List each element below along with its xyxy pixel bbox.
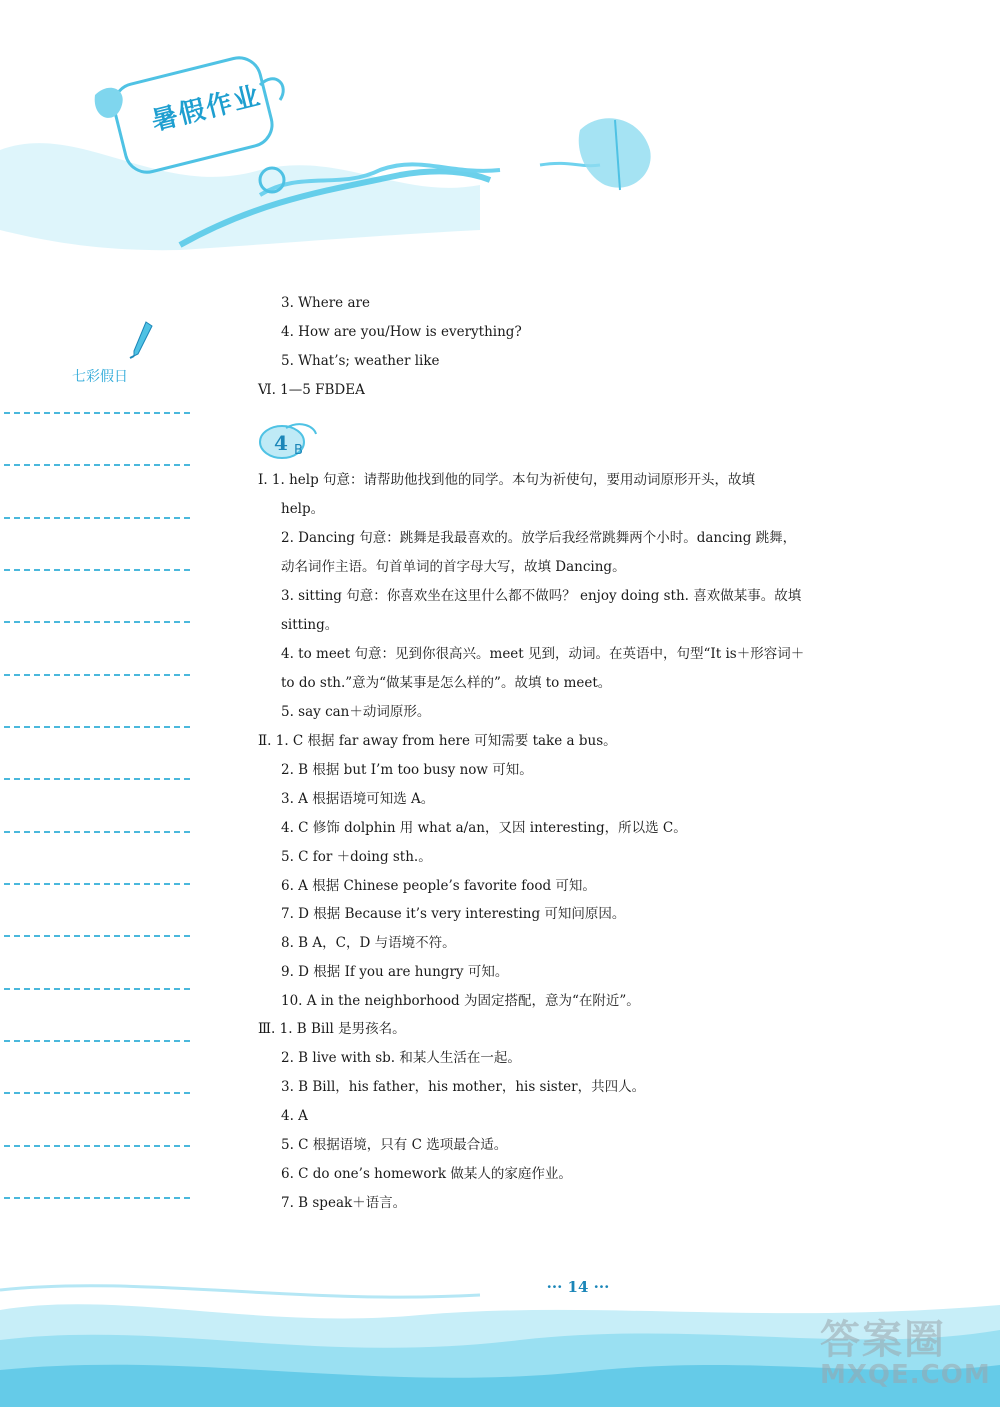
answer-line: Ⅱ. 1. C 根据 far away from here 可知需要 take a bus。	[258, 733, 617, 749]
sidebar-divider	[4, 1145, 190, 1147]
sidebar-divider	[4, 883, 190, 885]
watermark	[820, 1317, 991, 1390]
sidebar-divider	[4, 412, 190, 414]
answer-line: 3. B Bill，his father，his mother，his sister，共四人。	[281, 1079, 646, 1095]
sidebar-divider	[4, 1197, 190, 1199]
answer-line: 6. C do one’s homework 做某人的家庭作业。	[281, 1166, 572, 1182]
sidebar-divider	[4, 935, 190, 937]
answer-line: 10. A in the neighborhood 为固定搭配，意为“在附近”。	[281, 993, 640, 1009]
answer-line: sitting。	[281, 617, 339, 633]
answer-line: 5. C 根据语境，只有 C 选项最合适。	[281, 1137, 508, 1153]
answer-line: 4. A	[281, 1108, 308, 1124]
sidebar-divider	[4, 726, 190, 728]
sidebar-divider	[4, 517, 190, 519]
sidebar-label: 七彩假日	[72, 369, 128, 385]
badge-letter: B	[294, 443, 303, 458]
answer-line: 9. D 根据 If you are hungry 可知。	[281, 964, 509, 980]
answer-line: help。	[281, 501, 325, 517]
page-number: ··· 14 ···	[546, 1278, 610, 1296]
answer-line: 3. A 根据语境可知选 A。	[281, 791, 435, 807]
answer-line: Ⅰ. 1. help 句意：请帮助他找到他的同学。本句为祈使句，要用动词原形开头，故填	[258, 472, 756, 488]
sidebar-divider	[4, 831, 190, 833]
sidebar-divider	[4, 988, 190, 990]
sidebar-divider	[4, 569, 190, 571]
watermark-logo: 答案圈	[820, 1317, 946, 1363]
answer-line: 6. A 根据 Chinese people’s favorite food 可知。	[281, 878, 596, 894]
answer-line: 2. Dancing 句意：跳舞是我最喜欢的。放学后我经常跳舞两个小时。dancing 跳舞，	[281, 530, 797, 546]
header-title: 暑假作业	[148, 80, 265, 138]
section-badge	[256, 420, 320, 462]
answer-line: 7. D 根据 Because it’s very interesting 可知问原因。	[281, 906, 626, 922]
answer-line: 2. B live with sb. 和某人生活在一起。	[281, 1050, 521, 1066]
sidebar-divider	[4, 778, 190, 780]
answer-line: 4. How are you/How is everything?	[281, 324, 522, 340]
answer-line: 3. Where are	[281, 295, 370, 311]
pen-icon	[128, 320, 154, 360]
answer-line: 4. to meet 句意：见到你很高兴。meet 见到，动词。在英语中，句型“It is＋形容词＋	[281, 646, 805, 662]
answer-line: 动名词作主语。句首单词的首字母大写，故填 Dancing。	[281, 559, 626, 575]
answer-line: 3. sitting 句意：你喜欢坐在这里什么都不做吗？ enjoy doing sth. 喜欢做某事。故填	[281, 588, 802, 604]
sidebar-divider	[4, 1092, 190, 1094]
badge-number: 4	[274, 431, 288, 455]
answer-line: Ⅵ. 1—5 FBDEA	[258, 382, 365, 398]
answer-line: 7. B speak＋语言。	[281, 1195, 407, 1211]
answer-line: 5. C for ＋doing sth.。	[281, 849, 432, 865]
answer-line: to do sth.”意为“做某事是怎么样的”。故填 to meet。	[281, 675, 612, 691]
answer-line: 5. What’s; weather like	[281, 353, 440, 369]
answer-line: 8. B A，C，D 与语境不符。	[281, 935, 456, 951]
answer-line: 2. B 根据 but I’m too busy now 可知。	[281, 762, 533, 778]
sidebar-divider	[4, 464, 190, 466]
answer-line: 4. C 修饰 dolphin 用 what a/an，又因 interesting，所以选 C。	[281, 820, 687, 836]
sidebar-divider	[4, 1040, 190, 1042]
header-decoration	[0, 0, 1000, 260]
answer-line: 5. say can＋动词原形。	[281, 704, 431, 720]
sidebar-divider	[4, 674, 190, 676]
watermark-url: MXQE.COM	[820, 1360, 991, 1390]
answer-line: Ⅲ. 1. B Bill 是男孩名。	[258, 1021, 406, 1037]
sidebar-divider	[4, 621, 190, 623]
